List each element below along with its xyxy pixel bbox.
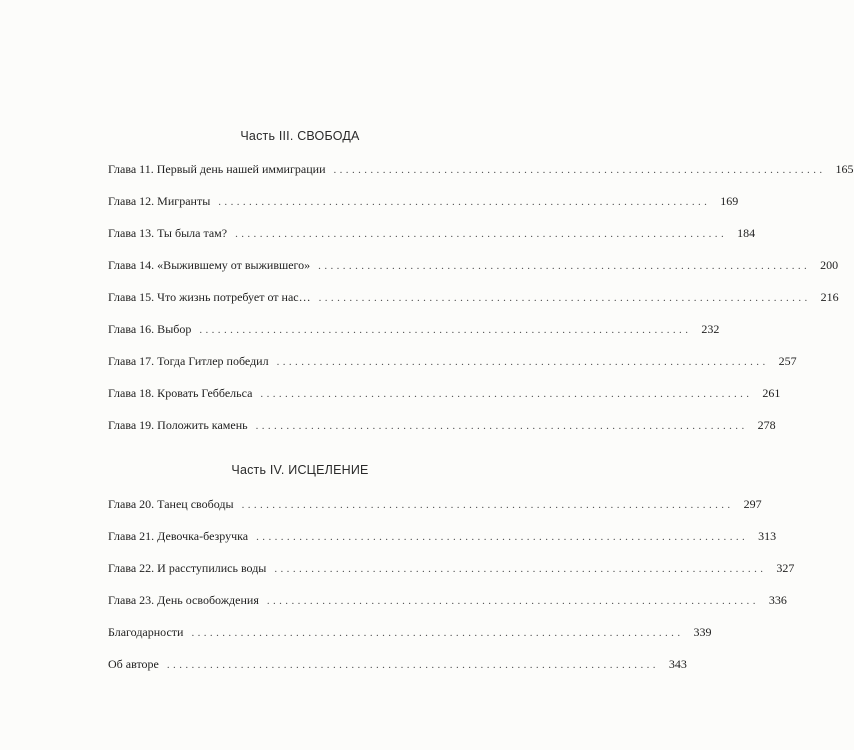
toc-entry-title: Глава 15. Что жизнь потребует от нас…	[108, 290, 311, 304]
dot-leader: ................................................................................	[318, 260, 811, 272]
dot-leader: ................................................................................	[255, 420, 748, 432]
toc-entry[interactable]	[108, 193, 739, 209]
part-4-title: Часть IV. ИСЦЕЛЕНИЕ	[231, 463, 369, 477]
toc-entry[interactable]	[108, 257, 839, 273]
toc-entry-title: Глава 22. И расступились воды	[108, 561, 267, 575]
toc-entry-title: Глава 20. Танец свободы	[108, 497, 234, 511]
toc-entry-title: Глава 11. Первый день нашей иммиграции	[108, 162, 326, 176]
toc-entry-title: Глава 19. Положить камень	[108, 418, 248, 432]
dot-leader: ................................................................................	[191, 627, 684, 639]
dot-leader: ................................................................................	[318, 292, 811, 304]
toc-entry-title: Глава 18. Кровать Геббельса	[108, 386, 253, 400]
toc-entry[interactable]	[108, 225, 756, 241]
toc-entry-page: 165	[835, 162, 854, 176]
toc-entry[interactable]	[108, 289, 839, 305]
toc-entry-title: Глава 23. День освобождения	[108, 593, 259, 607]
toc-entry-page: 200	[820, 258, 839, 272]
toc-entry-page: 257	[778, 354, 797, 368]
toc-entry-page: 184	[737, 226, 756, 240]
part-3-title: Часть III. СВОБОДА	[240, 129, 360, 143]
dot-leader: ................................................................................	[235, 228, 728, 240]
toc-entry-page: 313	[758, 529, 777, 543]
toc-entry[interactable]	[108, 385, 781, 401]
dot-leader: ................................................................................	[199, 324, 692, 336]
toc-entry-page: 339	[693, 625, 712, 639]
dot-leader: ................................................................................	[333, 164, 826, 176]
toc-entry[interactable]	[108, 592, 787, 608]
dot-leader: ................................................................................	[276, 356, 769, 368]
toc-entry-page: 216	[820, 290, 839, 304]
toc-entry[interactable]	[108, 656, 687, 672]
toc-entry[interactable]	[108, 528, 777, 544]
dot-leader: ................................................................................	[274, 563, 767, 575]
toc-entry-title: Глава 16. Выбор	[108, 322, 192, 336]
toc-entry-title: Глава 12. Мигранты	[108, 194, 211, 208]
toc-entry[interactable]	[108, 417, 776, 433]
dot-leader: ................................................................................	[266, 595, 759, 607]
toc-entry[interactable]	[108, 321, 720, 337]
toc-entry-title: Глава 17. Тогда Гитлер победил	[108, 354, 269, 368]
toc-entry-page: 261	[762, 386, 781, 400]
dot-leader: ................................................................................	[256, 531, 749, 543]
toc-entry-page: 343	[668, 657, 687, 671]
dot-leader: ................................................................................	[166, 659, 659, 671]
dot-leader: ................................................................................	[218, 196, 711, 208]
toc-entry-title: Глава 13. Ты была там?	[108, 226, 228, 240]
toc-entry-page: 336	[768, 593, 787, 607]
toc-entry[interactable]	[108, 496, 762, 512]
toc-entry-page: 232	[701, 322, 720, 336]
toc-entry-page: 169	[720, 194, 739, 208]
toc-entry[interactable]	[108, 161, 854, 177]
toc-entry-title: Благодарности	[108, 625, 184, 639]
dot-leader: ................................................................................	[241, 499, 734, 511]
toc-entry[interactable]	[108, 560, 795, 576]
toc-entry-page: 297	[743, 497, 762, 511]
toc-entry-page: 278	[757, 418, 776, 432]
toc-entry-title: Глава 21. Девочка-безручка	[108, 529, 249, 543]
dot-leader: ................................................................................	[260, 388, 753, 400]
toc-entry[interactable]	[108, 353, 797, 369]
toc-entry-page: 327	[776, 561, 795, 575]
toc-entry[interactable]	[108, 624, 712, 640]
toc-entry-title: Глава 14. «Выжившему от выжившего»	[108, 258, 311, 272]
toc-entry-title: Об авторе	[108, 657, 159, 671]
